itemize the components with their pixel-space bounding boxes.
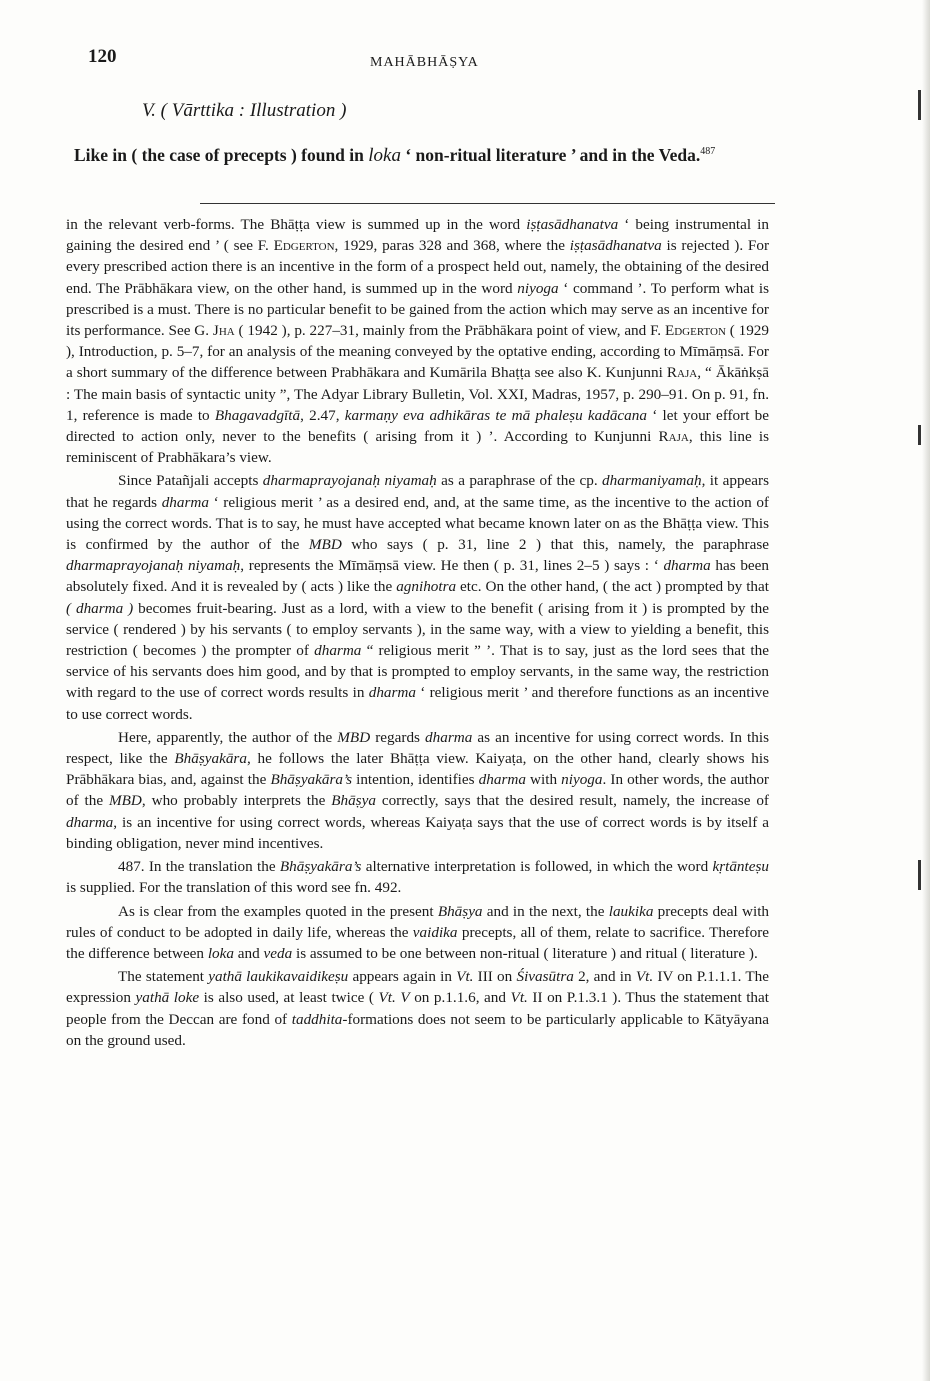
text-run: ‘ let your effort be directed to action only, never to the benefits ( arising from it ) ’. According to Kunjunni — [66, 406, 769, 446]
text-run: , he follows the later Bhāṭṭa view. Kaiyaṭa, on the other hand, clearly shows his Prābhākara bias, and, against the — [66, 750, 769, 789]
text-run: MBD — [308, 536, 342, 554]
text-run: dharma — [161, 493, 209, 511]
text-run: and — [233, 944, 264, 962]
heading-text-part1: Like in ( the case of precepts ) found in — [74, 144, 369, 165]
text-run: niyoga — [561, 771, 603, 789]
text-run: Bhāṣyakāra’s — [270, 771, 352, 789]
text-run: , represents the Mīmāṃsā view. He then ( p. 31, lines 2–5 ) says : ‘ — [240, 557, 664, 575]
note-paragraph — [66, 901, 769, 965]
text-run: Vt. — [635, 968, 654, 986]
text-run: loka — [207, 944, 234, 962]
page-number: 120 — [88, 46, 117, 67]
text-run: kṛtānteṣu — [712, 858, 769, 876]
text-run: Vt. V — [378, 989, 410, 1007]
text-run: is also used, at least twice ( — [199, 989, 379, 1007]
text-run: Bhāṣyakāra — [174, 750, 247, 768]
note-paragraph — [66, 727, 769, 854]
text-run: ‘ being instrumental in gaining the desired end ’ ( see F. — [66, 216, 769, 255]
text-run: becomes fruit-bearing. Just as a lord, with a view to the benefit ( arising from it ) is prompted by the service ( rendered ) by his servants ( to employ servants ), in the same way, with a view to yielding a benefit, this restriction ( becomes ) the prompter of — [66, 599, 769, 660]
note-paragraph — [66, 214, 769, 468]
running-head: MAHĀBHĀṢYA — [370, 55, 479, 70]
text-run: niyoga — [517, 279, 559, 297]
text-run: Vt. — [510, 989, 528, 1007]
text-run: 487. In the translation the — [118, 858, 280, 876]
text-run: has been absolutely fixed. And it is revealed by ( acts ) like the — [66, 557, 769, 596]
section-heading: V. ( Vārttika : Illustration ) — [142, 100, 347, 121]
text-run: dharma — [66, 813, 114, 831]
text-run: veda — [263, 944, 293, 962]
text-run: ‘ religious merit ’ and therefore functions as an incentive to use correct words. — [66, 684, 769, 723]
text-run: on p.1.1.6, and — [409, 989, 511, 1007]
text-run: taddhita — [291, 1010, 343, 1028]
text-run: karmaṇy eva adhikāras te mā phaleṣu kadācana — [344, 406, 647, 424]
text-run: and in the next, the — [482, 902, 609, 920]
text-run: , 2.47, — [300, 406, 345, 424]
text-run: Edgerton — [273, 237, 335, 255]
text-run: ‘ command ’. To perform what is prescribed is a must. There is no particular benefit to be gained from the action which may serve as an incentive for its performance. See G. — [66, 279, 769, 340]
text-run: yathā loke — [135, 989, 200, 1007]
text-run: as a paraphrase of the cp. — [436, 472, 603, 490]
text-run: correctly, says that the desired result, namely, the increase of — [375, 792, 769, 810]
text-run: appears again in — [348, 968, 457, 986]
text-run: Raja — [666, 364, 698, 382]
text-run: Śivasūtra — [516, 968, 574, 986]
text-run: ( 1929 ), Introduction, p. 5–7, for an analysis of the meaning conveyed by the optative ending, according to Mīmāṃsā. For a short summary of the difference between Prabhākara and Kumārila Bhaṭṭa see also K. Kunjunni — [66, 322, 769, 382]
text-run: Bhāṣya — [437, 902, 483, 920]
text-run: , it appears that he regards — [66, 472, 769, 511]
text-run: regards — [370, 728, 426, 746]
text-run: dharmaprayojanaḥ niyamaḥ — [66, 557, 241, 575]
main-heading — [74, 140, 779, 167]
text-run: in the relevant verb-forms. The Bhāṭṭa view is summed up in the word — [66, 216, 527, 233]
text-run: As is clear from the examples quoted in the present — [118, 902, 438, 920]
text-run: “ religious merit ” ’. That is to say, just as the lord sees that the service of his servants does him good, and by that is prompted to employ servants, in the same way, the restriction with regard to the use of correct words results in — [66, 642, 769, 702]
text-run: MBD — [337, 728, 371, 746]
text-run: is rejected ). For every prescribed action there is an incentive in the form of a prospect held out, namely, the obtaining of the desired end. The Prābhākara view, on the other hand, is summed up in the word — [66, 237, 769, 297]
text-run: laukika — [608, 902, 654, 920]
text-run: The statement — [118, 968, 209, 986]
binding-mark — [918, 90, 921, 120]
binding-mark — [918, 425, 921, 445]
text-run: . In other words, the author of the — [66, 771, 769, 810]
text-run: , 1929, paras 328 and 368, where the — [334, 237, 570, 255]
footnote-ref: 487 — [700, 146, 716, 157]
text-run: Bhāṣyakāra’s — [279, 858, 362, 876]
text-run: Jha — [212, 322, 235, 340]
text-run: dharma — [368, 684, 416, 702]
text-run: , “ Ākāṅkṣā : The main basis of syntactic unity ”, The Adyar Library Bulletin, Vol. XXI, Madras, 1957, p. 290–91. On p. 91, fn. 1, reference is made to — [66, 364, 769, 424]
text-run: yathā laukikavaidikeṣu — [208, 968, 349, 986]
note-paragraph — [66, 856, 769, 898]
binding-mark — [918, 860, 921, 890]
text-run: intention, identifies — [352, 771, 479, 789]
text-run: is supplied. For the translation of this word see fn. 492. — [66, 879, 402, 897]
text-run: who says ( p. 31, line 2 ) that this, namely, the paraphrase — [341, 536, 769, 554]
text-run: ( 1942 ), p. 227–31, mainly from the Prābhākara point of view, and F. — [234, 322, 665, 340]
text-run: vaidika — [412, 923, 458, 941]
text-run: etc. On the other hand, ( the act ) prompted by that — [456, 578, 769, 596]
text-run: dharmaprayojanaḥ niyamaḥ — [262, 472, 437, 490]
footnote-divider — [200, 203, 775, 204]
text-run: Vt. — [456, 968, 474, 986]
text-run: agnihotra — [396, 578, 457, 596]
text-run: 2, and in — [573, 968, 636, 986]
note-paragraph — [66, 470, 769, 724]
text-run: MBD — [109, 792, 142, 810]
text-run: ‘ religious merit ’ as a desired end, and, at the same time, as the incentive to the action of using the correct words. That is to say, he must have accepted what became known later on as the Bhāṭṭa view. This is confirmed by the author of the — [66, 493, 769, 554]
text-run: Since Patañjali accepts — [118, 472, 263, 490]
text-run: , is an incentive for using correct words, whereas Kaiyaṭa says that the use of correct words is by itself a binding obligation, never mind incentives. — [66, 813, 769, 852]
text-run: Here, apparently, the author of the — [118, 728, 338, 746]
note-paragraph — [66, 966, 769, 1051]
text-run: Raja — [658, 428, 689, 446]
text-run: dharma — [314, 642, 362, 660]
text-run: , who probably interprets the — [141, 792, 332, 810]
text-run: Edgerton — [664, 322, 726, 340]
text-run: Bhāṣya — [331, 792, 376, 810]
text-run: iṣṭasādhanatva — [526, 216, 619, 233]
text-run: iṣṭasādhanatva — [569, 237, 662, 255]
text-run: II on P.1.3.1 ). Thus the statement that people from the Deccan are fond of — [66, 989, 769, 1028]
text-run: precepts, all of them, relate to sacrifice. Therefore the difference between — [66, 923, 769, 962]
text-run: precepts deal with rules of conduct to be adopted in daily life, whereas the — [66, 902, 770, 941]
text-run: -formations does not seem to be particularly applicable to Kātyāyana on the ground used. — [66, 1010, 769, 1049]
heading-loka: loka — [368, 144, 401, 166]
text-run: dharmaniyamaḥ — [602, 472, 702, 490]
text-run: III on — [473, 968, 517, 986]
page-binding-edge — [922, 0, 930, 1381]
heading-text-part2: ‘ non-ritual literature ’ and in the Veda. — [400, 144, 701, 165]
text-run: alternative interpretation is followed, in which the word — [361, 858, 713, 876]
text-run: ( dharma ) — [66, 599, 134, 617]
text-run: , this line is reminiscent of Prabhākara’s view. — [66, 428, 769, 467]
text-run: dharma — [478, 771, 526, 789]
footnote-body — [66, 214, 769, 1051]
text-run: dharma — [663, 557, 711, 575]
text-run: is assumed to be one between non-ritual ( literature ) and ritual ( literature ). — [292, 944, 758, 962]
text-run: dharma — [425, 728, 473, 746]
text-run: as an incentive for using correct words. In this respect, like the — [66, 728, 769, 768]
text-run: IV on P.1.1.1. The expression — [66, 968, 769, 1007]
text-run: with — [525, 771, 562, 789]
text-run: Bhagavadgītā — [214, 406, 301, 424]
